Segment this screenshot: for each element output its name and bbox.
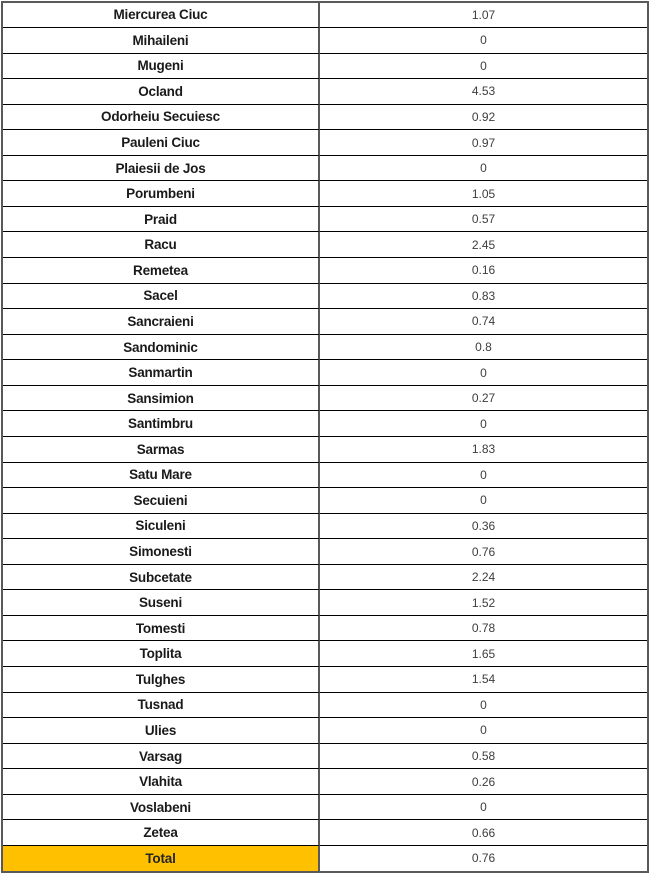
total-value-cell: 0.76 xyxy=(320,845,647,871)
value-cell: 0.58 xyxy=(320,743,647,769)
table-row xyxy=(3,564,647,590)
table-row xyxy=(3,104,647,130)
value-cell: 4.53 xyxy=(320,78,647,104)
locality-cell: Sacel xyxy=(3,283,320,309)
table-row xyxy=(3,385,647,411)
locality-cell: Sarmas xyxy=(3,436,320,462)
locality-cell: Vlahita xyxy=(3,768,320,794)
locality-cell: Sandominic xyxy=(3,334,320,360)
value-cell: 1.65 xyxy=(320,640,647,666)
locality-cell: Satu Mare xyxy=(3,462,320,488)
table-row xyxy=(3,819,647,845)
locality-cell: Voslabeni xyxy=(3,794,320,820)
locality-cell: Plaiesii de Jos xyxy=(3,155,320,181)
locality-cell: Siculeni xyxy=(3,513,320,539)
locality-cell: Suseni xyxy=(3,589,320,615)
value-cell: 0.83 xyxy=(320,283,647,309)
table-row xyxy=(3,3,647,27)
locality-cell: Simonesti xyxy=(3,538,320,564)
total-label-cell: Total xyxy=(3,845,320,871)
value-cell: 0.92 xyxy=(320,104,647,130)
table-row xyxy=(3,257,647,283)
table-row xyxy=(3,640,647,666)
value-cell: 0.16 xyxy=(320,257,647,283)
value-cell: 0.27 xyxy=(320,385,647,411)
locality-cell: Mugeni xyxy=(3,53,320,79)
locality-cell: Mihaileni xyxy=(3,27,320,53)
locality-cell: Remetea xyxy=(3,257,320,283)
value-cell: 0 xyxy=(320,410,647,436)
table-row xyxy=(3,129,647,155)
value-cell: 1.52 xyxy=(320,589,647,615)
total-row xyxy=(3,845,647,871)
value-cell: 0 xyxy=(320,155,647,181)
value-cell: 0 xyxy=(320,487,647,513)
table-row xyxy=(3,538,647,564)
value-cell: 0.26 xyxy=(320,768,647,794)
value-cell: 1.07 xyxy=(471,7,496,22)
table-row xyxy=(3,359,647,385)
table-row xyxy=(3,794,647,820)
table-row xyxy=(3,666,647,692)
locality-cell: Ocland xyxy=(3,78,320,104)
value-cell: 0 xyxy=(320,53,647,79)
table-row xyxy=(3,180,647,206)
table-row xyxy=(3,283,647,309)
value-cell: 0.78 xyxy=(320,615,647,641)
table-row xyxy=(3,513,647,539)
table-row xyxy=(3,615,647,641)
value-cell: 0.66 xyxy=(320,819,647,845)
locality-cell: Toplita xyxy=(3,640,320,666)
locality-cell: Tulghes xyxy=(3,666,320,692)
value-cell: 0.76 xyxy=(320,538,647,564)
value-cell: 1.05 xyxy=(320,180,647,206)
value-cell: 0.36 xyxy=(320,513,647,539)
locality-cell: Porumbeni xyxy=(3,180,320,206)
table-row xyxy=(3,206,647,232)
value-cell: 0 xyxy=(320,717,647,743)
locality-cell: Racu xyxy=(3,231,320,257)
locality-cell: Sancraieni xyxy=(3,308,320,334)
table-row xyxy=(3,53,647,79)
value-cell: 0 xyxy=(320,359,647,385)
table-row xyxy=(3,308,647,334)
table-row xyxy=(3,334,647,360)
table-row xyxy=(3,155,647,181)
value-cell: 1.54 xyxy=(320,666,647,692)
table-row xyxy=(3,717,647,743)
locality-cell: Subcetate xyxy=(3,564,320,590)
value-cell: 0.74 xyxy=(320,308,647,334)
locality-cell: Secuieni xyxy=(3,487,320,513)
locality-cell: Santimbru xyxy=(3,410,320,436)
table-row xyxy=(3,436,647,462)
locality-cell: Odorheiu Secuiesc xyxy=(3,104,320,130)
table-row xyxy=(3,589,647,615)
table-row xyxy=(3,462,647,488)
value-cell: 0 xyxy=(320,692,647,718)
locality-cell: Tusnad xyxy=(3,692,320,718)
value-cell: 0 xyxy=(320,27,647,53)
locality-cell: Praid xyxy=(3,206,320,232)
table-row xyxy=(3,231,647,257)
table-row xyxy=(3,487,647,513)
table-body xyxy=(3,3,647,871)
table-row xyxy=(3,27,647,53)
table-row xyxy=(3,410,647,436)
value-cell: 0 xyxy=(320,794,647,820)
value-cell: 0.97 xyxy=(320,129,647,155)
locality-cell: Sansimion xyxy=(3,385,320,411)
value-cell: 2.45 xyxy=(320,231,647,257)
locality-cell: Zetea xyxy=(3,819,320,845)
table-row xyxy=(3,692,647,718)
value-cell: 0.8 xyxy=(320,334,647,360)
locality-cell: Miercurea Ciuc xyxy=(3,3,320,27)
locality-cell: Tomesti xyxy=(3,615,320,641)
table-row xyxy=(3,768,647,794)
table-row xyxy=(3,743,647,769)
locality-cell: Pauleni Ciuc xyxy=(3,129,320,155)
value-cell: 2.24 xyxy=(320,564,647,590)
locality-cell: Ulies xyxy=(3,717,320,743)
table-row xyxy=(3,78,647,104)
value-cell: 0.57 xyxy=(320,206,647,232)
locality-value-table xyxy=(1,1,649,873)
value-cell: 1.83 xyxy=(320,436,647,462)
value-cell: 0 xyxy=(320,462,647,488)
locality-cell: Varsag xyxy=(3,743,320,769)
locality-cell: Sanmartin xyxy=(3,359,320,385)
